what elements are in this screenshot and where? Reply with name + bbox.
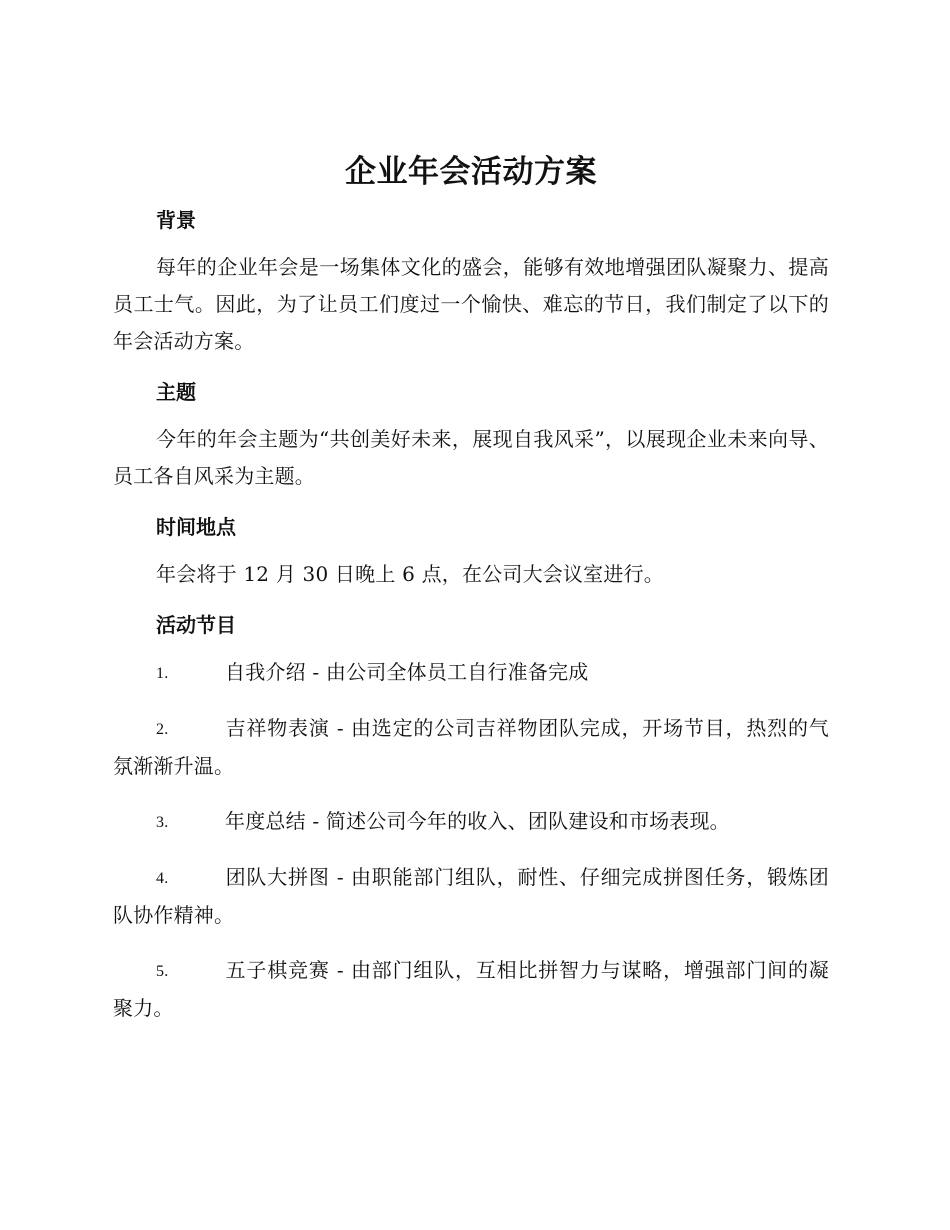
document-title: 企业年会活动方案 — [345, 154, 597, 190]
activity-spacing-1 — [113, 692, 829, 710]
document-page — [113, 150, 829, 1027]
activity-item-1 — [113, 654, 829, 692]
activity-spacing-2 — [113, 785, 829, 803]
activity-number-2: 2. — [156, 721, 169, 738]
activity-item-2 — [113, 710, 829, 785]
activities-section — [113, 611, 829, 1027]
theme-section — [113, 378, 829, 495]
activity-spacing-3 — [113, 841, 829, 859]
activity-item-3 — [113, 803, 829, 841]
activity-text-3: 年度总结 - 简述公司今年的收入、团队建设和市场表现。 — [225, 809, 730, 833]
activity-text-5: 五子棋竞赛 - 由部门组队，互相比拼智力与谋略，增强部门间的凝聚力。 — [113, 958, 829, 1020]
activity-number-1: 1. — [156, 665, 169, 682]
theme-paragraph: 今年的年会主题为“共创美好未来，展现自我风采”，以展现企业未来向导、员工各自风采为主题。 — [113, 427, 829, 488]
section-spacing-1 — [113, 360, 829, 378]
time-place-heading-spacing — [113, 541, 829, 556]
time-place-heading: 时间地点 — [156, 515, 236, 539]
theme-heading-spacing — [113, 406, 829, 421]
section-spacing-3 — [113, 593, 829, 611]
activity-number-4: 4. — [156, 870, 169, 887]
activity-text-4: 团队大拼图 - 由职能部门组队，耐性、仔细完成拼图任务，锻炼团队协作精神。 — [113, 865, 829, 927]
activities-heading: 活动节目 — [156, 613, 236, 637]
activity-item-5 — [113, 952, 829, 1027]
activity-number-5: 5. — [156, 963, 169, 980]
activity-number-3: 3. — [156, 814, 169, 831]
activity-text-1: 自我介绍 - 由公司全体员工自行准备完成 — [225, 660, 589, 684]
theme-heading: 主题 — [156, 380, 196, 404]
activities-heading-spacing — [113, 639, 829, 654]
background-paragraph: 每年的企业年会是一场集体文化的盛会，能够有效地增强团队凝聚力、提高员工士气。因此，为了让员工们度过一个愉快、难忘的节日，我们制定了以下的年会活动方案。 — [113, 255, 829, 353]
background-section — [113, 206, 829, 360]
activity-text-2: 吉祥物表演 - 由选定的公司吉祥物团队完成，开场节目，热烈的气氛渐渐升温。 — [113, 716, 829, 778]
time-place-paragraph: 年会将于 12 月 30 日晚上 6 点，在公司大会议室进行。 — [156, 562, 664, 586]
activities-list — [113, 654, 829, 1027]
title-spacing — [113, 194, 829, 206]
background-heading-spacing — [113, 234, 829, 249]
activity-spacing-4 — [113, 934, 829, 952]
activity-item-4 — [113, 859, 829, 934]
background-heading: 背景 — [156, 208, 196, 232]
time-place-section — [113, 513, 829, 593]
section-spacing-2 — [113, 495, 829, 513]
